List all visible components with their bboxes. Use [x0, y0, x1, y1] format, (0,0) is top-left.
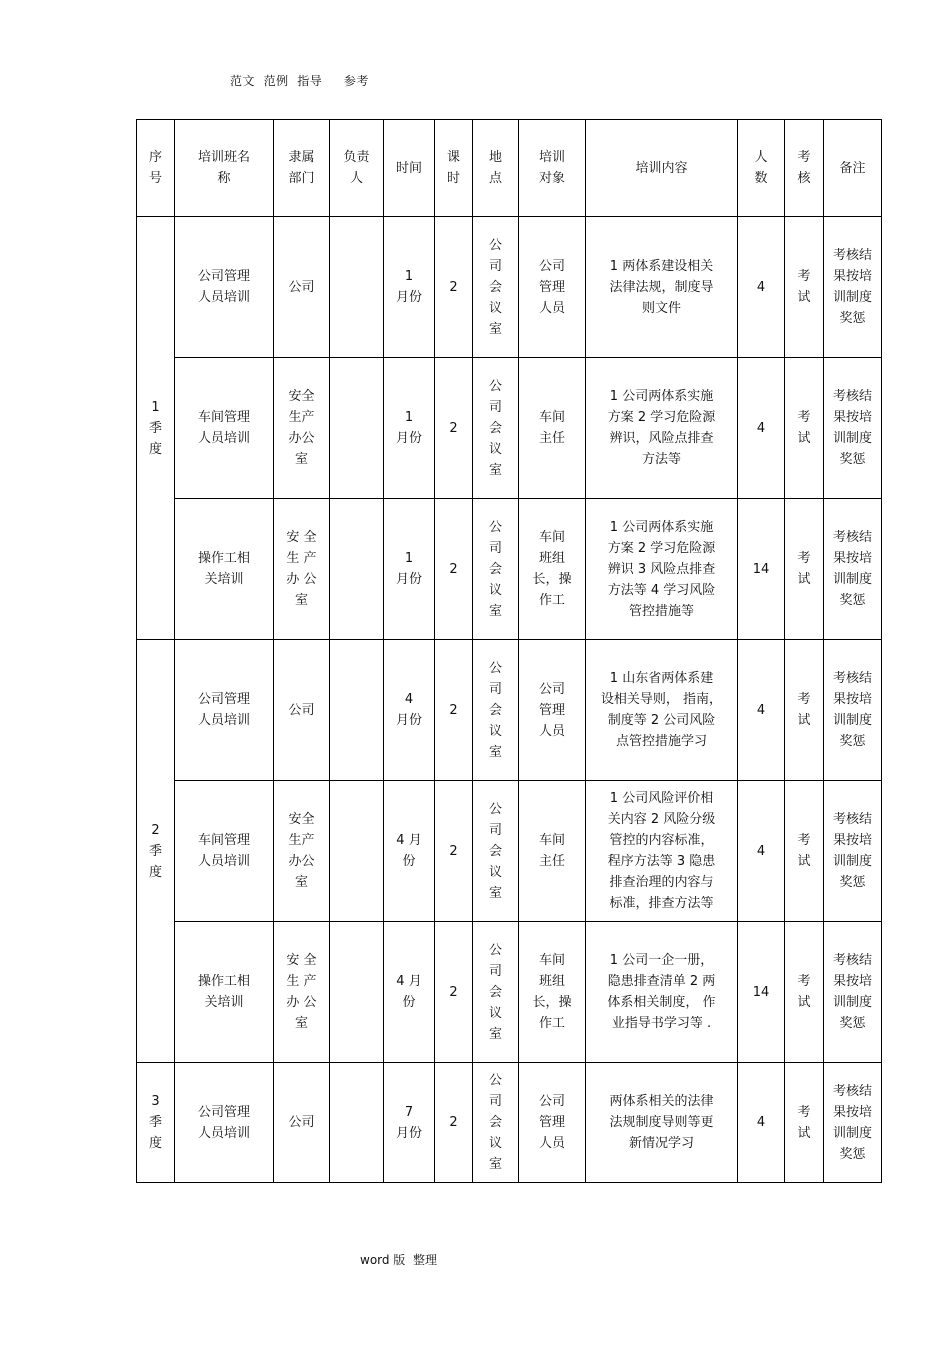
hours-cell: 2 — [435, 640, 473, 781]
time-cell: 1 月份 — [384, 499, 435, 640]
assess-cell: 考 试 — [785, 640, 824, 781]
place-cell: 公 司 会 议 室 — [473, 781, 519, 922]
place-cell: 公 司 会 议 室 — [473, 922, 519, 1063]
dept-cell: 安 全 生 产 办 公 室 — [274, 499, 330, 640]
assess-cell: 考 试 — [785, 499, 824, 640]
content-cell: 两体系相关的法律 法规制度导则等更 新情况学习 — [586, 1063, 738, 1183]
time-cell: 1 月份 — [384, 358, 435, 499]
header-remark: 备注 — [824, 120, 882, 217]
assess-cell: 考 试 — [785, 781, 824, 922]
course-cell: 公司管理 人员培训 — [175, 217, 274, 358]
place-cell: 公 司 会 议 室 — [473, 640, 519, 781]
place-cell: 公 司 会 议 室 — [473, 1063, 519, 1183]
dept-cell: 安全 生产 办公 室 — [274, 781, 330, 922]
owner-cell — [330, 499, 384, 640]
remark-cell: 考核结 果按培 训制度 奖惩 — [824, 1063, 882, 1183]
remark-cell: 考核结 果按培 训制度 奖惩 — [824, 640, 882, 781]
hours-cell: 2 — [435, 1063, 473, 1183]
content-cell: 1 公司风险评价相 关内容 2 风险分级 管控的内容标准， 程序方法等 3 隐患 排查治理的内容与 标准，排查方法等 — [586, 781, 738, 922]
table-row — [137, 1063, 882, 1183]
hours-cell: 2 — [435, 217, 473, 358]
header-time: 时间 — [384, 120, 435, 217]
owner-cell — [330, 781, 384, 922]
header-hours: 课 时 — [435, 120, 473, 217]
owner-cell — [330, 358, 384, 499]
course-cell: 车间管理 人员培训 — [175, 781, 274, 922]
hours-cell: 2 — [435, 358, 473, 499]
content-cell: 1 公司一企一册， 隐患排查清单 2 两 体系相关制度， 作 业指导书学习等 . — [586, 922, 738, 1063]
hours-cell: 2 — [435, 499, 473, 640]
target-cell: 车间 班组 长，操 作工 — [519, 922, 586, 1063]
assess-cell: 考 试 — [785, 922, 824, 1063]
target-cell: 公司 管理 人员 — [519, 640, 586, 781]
header-seq: 序 号 — [137, 120, 175, 217]
target-cell: 车间 主任 — [519, 781, 586, 922]
header-course: 培训班名 称 — [175, 120, 274, 217]
count-cell: 4 — [738, 217, 785, 358]
remark-cell: 考核结 果按培 训制度 奖惩 — [824, 217, 882, 358]
count-cell: 4 — [738, 781, 785, 922]
assess-cell: 考 试 — [785, 217, 824, 358]
count-cell: 4 — [738, 640, 785, 781]
content-cell: 1 两体系建设相关 法律法规，制度导 则文件 — [586, 217, 738, 358]
dept-cell: 安 全 生 产 办 公 室 — [274, 922, 330, 1063]
quarter-cell: 3 季 度 — [137, 1063, 175, 1183]
time-cell: 4 月 份 — [384, 781, 435, 922]
table-row — [137, 922, 882, 1063]
table-row — [137, 358, 882, 499]
course-cell: 操作工相 关培训 — [175, 922, 274, 1063]
hours-cell: 2 — [435, 922, 473, 1063]
place-cell: 公 司 会 议 室 — [473, 217, 519, 358]
time-cell: 4 月份 — [384, 640, 435, 781]
owner-cell — [330, 217, 384, 358]
training-plan-table — [136, 119, 882, 1183]
owner-cell — [330, 922, 384, 1063]
quarter-cell: 1 季 度 — [137, 217, 175, 640]
course-cell: 公司管理 人员培训 — [175, 640, 274, 781]
remark-cell: 考核结 果按培 训制度 奖惩 — [824, 922, 882, 1063]
table-row — [137, 499, 882, 640]
header-assess: 考 核 — [785, 120, 824, 217]
header-content: 培训内容 — [586, 120, 738, 217]
remark-cell: 考核结 果按培 训制度 奖惩 — [824, 499, 882, 640]
count-cell: 4 — [738, 358, 785, 499]
dept-cell: 安全 生产 办公 室 — [274, 358, 330, 499]
target-cell: 车间 班组 长，操 作工 — [519, 499, 586, 640]
target-cell: 车间 主任 — [519, 358, 586, 499]
dept-cell: 公司 — [274, 1063, 330, 1183]
time-cell: 4 月 份 — [384, 922, 435, 1063]
course-cell: 车间管理 人员培训 — [175, 358, 274, 499]
table-header-row — [137, 120, 882, 217]
count-cell: 14 — [738, 922, 785, 1063]
header-place: 地 点 — [473, 120, 519, 217]
target-cell: 公司 管理 人员 — [519, 1063, 586, 1183]
dept-cell: 公司 — [274, 217, 330, 358]
assess-cell: 考 试 — [785, 358, 824, 499]
table-row — [137, 217, 882, 358]
target-cell: 公司 管理 人员 — [519, 217, 586, 358]
header-note: 范文 范例 指导 参考 — [230, 74, 369, 88]
assess-cell: 考 试 — [785, 1063, 824, 1183]
content-cell: 1 公司两体系实施 方案 2 学习危险源 辨识 3 风险点排查 方法等 4 学习风险 管控措施等 — [586, 499, 738, 640]
count-cell: 14 — [738, 499, 785, 640]
place-cell: 公 司 会 议 室 — [473, 499, 519, 640]
footer-note: word 版 整理 — [360, 1253, 437, 1267]
header-owner: 负责 人 — [330, 120, 384, 217]
time-cell: 7 月份 — [384, 1063, 435, 1183]
owner-cell — [330, 1063, 384, 1183]
header-target: 培训 对象 — [519, 120, 586, 217]
course-cell: 操作工相 关培训 — [175, 499, 274, 640]
hours-cell: 2 — [435, 781, 473, 922]
content-cell: 1 公司两体系实施 方案 2 学习危险源 辨识，风险点排查 方法等 — [586, 358, 738, 499]
header-count: 人 数 — [738, 120, 785, 217]
quarter-cell: 2 季 度 — [137, 640, 175, 1063]
course-cell: 公司管理 人员培训 — [175, 1063, 274, 1183]
remark-cell: 考核结 果按培 训制度 奖惩 — [824, 358, 882, 499]
header-dept: 隶属 部门 — [274, 120, 330, 217]
owner-cell — [330, 640, 384, 781]
remark-cell: 考核结 果按培 训制度 奖惩 — [824, 781, 882, 922]
time-cell: 1 月份 — [384, 217, 435, 358]
count-cell: 4 — [738, 1063, 785, 1183]
table-row — [137, 781, 882, 922]
content-cell: 1 山东省两体系建 设相关导则， 指南， 制度等 2 公司风险 点管控措施学习 — [586, 640, 738, 781]
dept-cell: 公司 — [274, 640, 330, 781]
table-row — [137, 640, 882, 781]
place-cell: 公 司 会 议 室 — [473, 358, 519, 499]
